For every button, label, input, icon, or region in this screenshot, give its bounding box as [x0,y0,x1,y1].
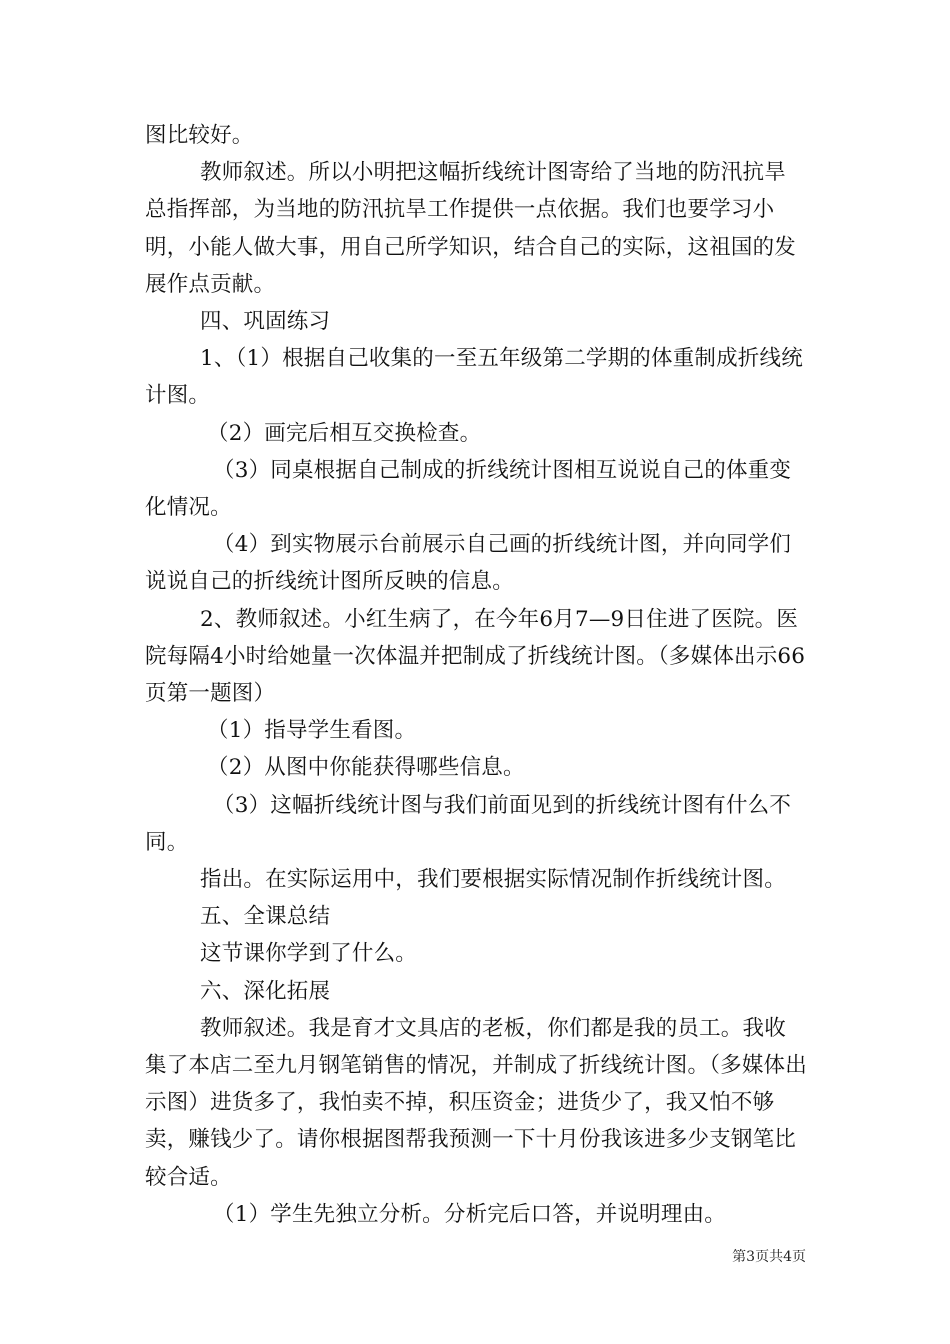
paragraph-exercise-1: 1、（1）根据自己收集的一至五年级第二学期的体重制成折线统计图。 [145,346,803,409]
paragraph-exercise-1-3: （3）同桌根据自己制成的折线统计图相互说说自己的体重变化情况。 [145,457,792,521]
section-heading-extension: 六、深化拓展 [200,978,331,1004]
paragraph-continuation: 图比较好。 [145,123,254,148]
paragraph-exercise-2-2: （2）从图中你能获得哪些信息。 [207,755,525,781]
paragraph-extension-1: （1）学生先独立分析。分析完后口答，并说明理由。 [213,1201,726,1227]
document-body [145,117,807,1233]
paragraph-extension-narration: 教师叙述。我是育才文具店的老板，你们都是我的员工。我收集了本店二至九月钢笔销售的情况，并制成了折线统计图。（多媒体出示图）进货多了，我怕卖不掉，积压资金；进货少了，我又怕不够卖，赚钱少了。请你根据图帮我预测一下十月份我该进多少支钢笔比较合适。 [145,1015,807,1190]
paragraph-exercise-1-4: （4）到实物展示台前展示自己画的折线统计图，并向同学们说说自己的折线统计图所反映的信息。 [145,532,792,595]
paragraph-exercise-2-3: （3）这幅折线统计图与我们前面见到的折线统计图有什么不同。 [145,792,792,855]
paragraph-exercise-2-1: （1）指导学生看图。 [207,718,417,744]
section-heading-practice: 四、巩固练习 [200,309,331,335]
paragraph-summary-question: 这节课你学到了什么。 [200,941,418,967]
paragraph-point-out: 指出。在实际运用中，我们要根据实际情况制作折线统计图。 [200,867,786,893]
section-heading-summary: 五、全课总结 [200,904,331,930]
paragraph-exercise-2: 2、教师叙述。小红生病了，在今年6月7—9日住进了医院。医院每隔4小时给她量一次体温并把制成了折线统计图。（多媒体出示66页第一题图） [145,606,806,707]
paragraph-teacher-narration: 教师叙述。所以小明把这幅折线统计图寄给了当地的防汛抗旱总指挥部，为当地的防汛抗旱工作提供一点依据。我们也要学习小明，小能人做大事，用自己所学知识，结合自己的实际，这祖国的发展作点贡献。 [145,160,797,297]
paragraph-exercise-1-2: （2）画完后相互交换检查。 [207,420,482,446]
page-number-footer: 第3页共4页 [732,1249,806,1265]
